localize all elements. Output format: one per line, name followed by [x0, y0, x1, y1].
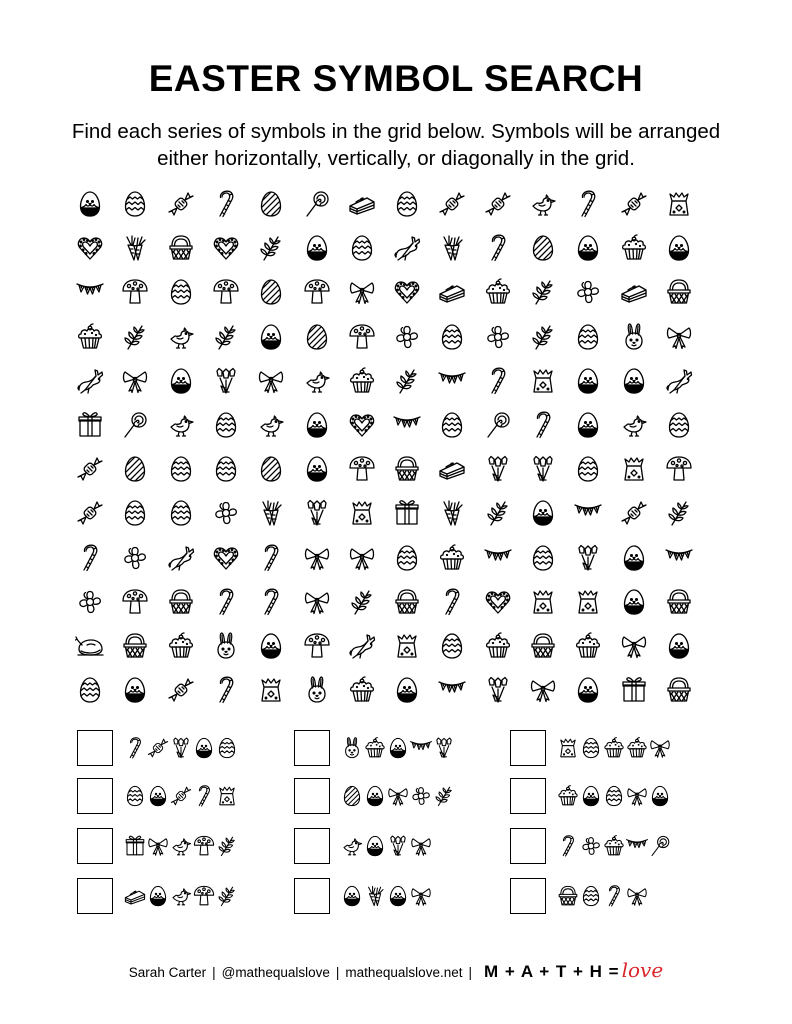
- egg-chick-icon[interactable]: [570, 407, 606, 443]
- bunting-icon[interactable]: [434, 363, 470, 399]
- tulips-icon[interactable]: [480, 451, 516, 487]
- instructions-text: Find each series of symbols in the grid below. Symbols will be arranged either horizontally, vertically, or diagonally in the grid.: [71, 120, 721, 170]
- egg-chick-icon[interactable]: [72, 186, 108, 222]
- egg-chick-icon: [648, 783, 672, 809]
- tulips-icon[interactable]: [525, 451, 561, 487]
- candy-cane-icon: [192, 783, 216, 809]
- candy-cane-icon[interactable]: [434, 584, 470, 620]
- candy-icon[interactable]: [616, 495, 652, 531]
- cake-slice-icon: [123, 883, 147, 909]
- lollipop-icon[interactable]: [117, 407, 153, 443]
- symbol-sequence: [123, 883, 238, 909]
- candy-cane-icon[interactable]: [208, 672, 244, 708]
- footer-author: Sarah Carter: [128, 965, 207, 980]
- cupcake-icon[interactable]: [434, 540, 470, 576]
- egg-zigzag-icon[interactable]: [163, 451, 199, 487]
- bow-icon[interactable]: [253, 363, 289, 399]
- roast-chicken-icon[interactable]: [72, 628, 108, 664]
- bow-icon[interactable]: [661, 319, 697, 355]
- symbol-sequence: [340, 783, 455, 809]
- cupcake-icon[interactable]: [72, 319, 108, 355]
- cupcake-icon: [602, 735, 626, 761]
- egg-chick-icon[interactable]: [616, 584, 652, 620]
- tulips-icon: [432, 735, 456, 761]
- answer-checkbox[interactable]: [294, 778, 330, 814]
- egg-zigzag-icon[interactable]: [208, 451, 244, 487]
- candy-icon[interactable]: [616, 186, 652, 222]
- lollipop-icon[interactable]: [480, 407, 516, 443]
- egg-chick-icon: [146, 883, 170, 909]
- mushroom-icon[interactable]: [344, 451, 380, 487]
- bunny-face-icon: [340, 735, 364, 761]
- leaves-icon[interactable]: [480, 495, 516, 531]
- bunting-icon[interactable]: [661, 540, 697, 576]
- candy-cane-icon[interactable]: [253, 584, 289, 620]
- chick-icon: [169, 883, 193, 909]
- carrots-icon[interactable]: [434, 230, 470, 266]
- symbol-sequence: [123, 833, 238, 859]
- answer-checkbox[interactable]: [77, 878, 113, 914]
- bow-icon: [409, 833, 433, 859]
- egg-chick-icon: [386, 735, 410, 761]
- candy-icon[interactable]: [163, 186, 199, 222]
- basket-icon[interactable]: [661, 274, 697, 310]
- candy-bag-icon[interactable]: [344, 495, 380, 531]
- egg-stripes-icon: [340, 783, 364, 809]
- bunting-icon: [625, 833, 649, 859]
- egg-zigzag-icon: [579, 883, 603, 909]
- mushroom-icon[interactable]: [299, 274, 335, 310]
- footer: [0, 958, 792, 982]
- bunting-icon: [409, 735, 433, 761]
- tulips-icon: [169, 735, 193, 761]
- footer-site: mathequalslove.net: [345, 965, 463, 980]
- cupcake-icon: [625, 735, 649, 761]
- egg-chick-icon[interactable]: [661, 628, 697, 664]
- gift-box-icon: [123, 833, 147, 859]
- symbol-sequence: [340, 735, 455, 761]
- cupcake-icon: [363, 735, 387, 761]
- candy-bag-icon[interactable]: [525, 363, 561, 399]
- mushroom-icon[interactable]: [117, 584, 153, 620]
- flower-icon[interactable]: [117, 540, 153, 576]
- candy-bag-icon[interactable]: [661, 186, 697, 222]
- candy-icon[interactable]: [434, 186, 470, 222]
- lollipop-icon: [648, 833, 672, 859]
- cupcake-icon[interactable]: [480, 628, 516, 664]
- egg-zigzag-icon[interactable]: [389, 186, 425, 222]
- bow-icon[interactable]: [344, 540, 380, 576]
- egg-stripes-icon[interactable]: [253, 274, 289, 310]
- chick-icon: [340, 833, 364, 859]
- candy-cane-icon: [123, 735, 147, 761]
- egg-chick-icon[interactable]: [299, 407, 335, 443]
- egg-chick-icon: [146, 783, 170, 809]
- cake-slice-icon[interactable]: [616, 274, 652, 310]
- leaves-icon[interactable]: [253, 230, 289, 266]
- candy-icon: [146, 735, 170, 761]
- leaves-icon: [215, 883, 239, 909]
- lollipop-icon[interactable]: [299, 186, 335, 222]
- bunny-jumping-icon[interactable]: [344, 628, 380, 664]
- candy-cane-icon[interactable]: [208, 584, 244, 620]
- candy-bag-icon[interactable]: [570, 584, 606, 620]
- egg-zigzag-icon[interactable]: [117, 186, 153, 222]
- mushroom-icon[interactable]: [661, 451, 697, 487]
- bow-icon[interactable]: [616, 628, 652, 664]
- symbol-sequence: [340, 833, 432, 859]
- egg-zigzag-icon[interactable]: [117, 495, 153, 531]
- candy-cane-icon[interactable]: [570, 186, 606, 222]
- symbol-sequence: [556, 833, 671, 859]
- egg-chick-icon[interactable]: [389, 672, 425, 708]
- bunny-face-icon[interactable]: [616, 319, 652, 355]
- egg-zigzag-icon[interactable]: [163, 274, 199, 310]
- gift-box-icon[interactable]: [389, 495, 425, 531]
- cupcake-icon: [602, 833, 626, 859]
- candy-icon[interactable]: [72, 495, 108, 531]
- answer-checkbox[interactable]: [510, 730, 546, 766]
- cake-slice-icon[interactable]: [434, 451, 470, 487]
- basket-icon[interactable]: [389, 451, 425, 487]
- candy-cane-icon[interactable]: [253, 540, 289, 576]
- flower-icon[interactable]: [570, 274, 606, 310]
- bunny-jumping-icon[interactable]: [72, 363, 108, 399]
- egg-zigzag-icon[interactable]: [389, 540, 425, 576]
- bunting-icon[interactable]: [72, 274, 108, 310]
- basket-icon[interactable]: [525, 628, 561, 664]
- egg-chick-icon[interactable]: [661, 230, 697, 266]
- bow-icon[interactable]: [299, 584, 335, 620]
- cupcake-icon[interactable]: [570, 628, 606, 664]
- answer-checkbox[interactable]: [510, 828, 546, 864]
- bow-icon: [625, 783, 649, 809]
- candy-cane-icon[interactable]: [480, 363, 516, 399]
- egg-zigzag-icon[interactable]: [434, 407, 470, 443]
- egg-chick-icon[interactable]: [299, 230, 335, 266]
- flower-icon: [409, 783, 433, 809]
- mushroom-icon[interactable]: [117, 274, 153, 310]
- egg-chick-icon[interactable]: [253, 628, 289, 664]
- candy-bag-icon: [556, 735, 580, 761]
- basket-icon[interactable]: [389, 584, 425, 620]
- bunting-icon[interactable]: [434, 672, 470, 708]
- tulips-icon[interactable]: [480, 672, 516, 708]
- bunting-icon[interactable]: [389, 407, 425, 443]
- candy-icon[interactable]: [163, 672, 199, 708]
- flower-icon[interactable]: [208, 495, 244, 531]
- candy-icon[interactable]: [480, 186, 516, 222]
- basket-icon: [556, 883, 580, 909]
- heart-wreath-icon[interactable]: [208, 540, 244, 576]
- bunny-jumping-icon[interactable]: [661, 363, 697, 399]
- egg-zigzag-icon[interactable]: [570, 451, 606, 487]
- egg-chick-icon[interactable]: [616, 540, 652, 576]
- footer-separator: |: [212, 965, 216, 980]
- bunny-face-icon[interactable]: [208, 628, 244, 664]
- heart-wreath-icon[interactable]: [344, 407, 380, 443]
- candy-cane-icon[interactable]: [72, 540, 108, 576]
- bunny-face-icon[interactable]: [299, 672, 335, 708]
- cupcake-icon[interactable]: [163, 628, 199, 664]
- egg-chick-icon[interactable]: [163, 363, 199, 399]
- symbol-sequence: [123, 783, 238, 809]
- egg-stripes-icon[interactable]: [299, 319, 335, 355]
- bunny-jumping-icon[interactable]: [163, 540, 199, 576]
- egg-chick-icon: [579, 783, 603, 809]
- mushroom-icon[interactable]: [299, 628, 335, 664]
- egg-chick-icon: [363, 833, 387, 859]
- symbol-sequence: [556, 735, 671, 761]
- egg-chick-icon[interactable]: [117, 672, 153, 708]
- footer-love-logo: love: [621, 958, 664, 982]
- egg-chick-icon[interactable]: [299, 451, 335, 487]
- tulips-icon[interactable]: [570, 540, 606, 576]
- egg-zigzag-icon[interactable]: [72, 672, 108, 708]
- candy-icon: [169, 783, 193, 809]
- cupcake-icon[interactable]: [344, 363, 380, 399]
- egg-chick-icon: [386, 883, 410, 909]
- symbol-sequence: [123, 735, 238, 761]
- egg-chick-icon: [340, 883, 364, 909]
- answer-checkbox[interactable]: [77, 778, 113, 814]
- candy-bag-icon[interactable]: [253, 672, 289, 708]
- egg-zigzag-icon: [123, 783, 147, 809]
- answer-checkbox[interactable]: [294, 878, 330, 914]
- candy-cane-icon[interactable]: [208, 186, 244, 222]
- leaves-icon: [215, 833, 239, 859]
- egg-chick-icon[interactable]: [253, 319, 289, 355]
- bunny-jumping-icon[interactable]: [389, 230, 425, 266]
- gift-box-icon[interactable]: [72, 407, 108, 443]
- egg-zigzag-icon[interactable]: [661, 407, 697, 443]
- bunting-icon[interactable]: [480, 540, 516, 576]
- symbol-sequence: [340, 883, 432, 909]
- tulips-icon[interactable]: [208, 363, 244, 399]
- basket-icon[interactable]: [163, 584, 199, 620]
- leaves-icon[interactable]: [389, 363, 425, 399]
- answer-checkbox[interactable]: [510, 878, 546, 914]
- mushroom-icon[interactable]: [208, 274, 244, 310]
- bow-icon: [409, 883, 433, 909]
- basket-icon[interactable]: [661, 584, 697, 620]
- candy-bag-icon: [215, 783, 239, 809]
- bow-icon[interactable]: [299, 540, 335, 576]
- leaves-icon[interactable]: [661, 495, 697, 531]
- egg-zigzag-icon[interactable]: [570, 319, 606, 355]
- bow-icon: [386, 783, 410, 809]
- egg-chick-icon[interactable]: [570, 230, 606, 266]
- egg-chick-icon[interactable]: [570, 363, 606, 399]
- chick-icon[interactable]: [163, 319, 199, 355]
- egg-stripes-icon[interactable]: [253, 451, 289, 487]
- egg-zigzag-icon[interactable]: [208, 407, 244, 443]
- cupcake-icon[interactable]: [344, 672, 380, 708]
- carrots-icon[interactable]: [434, 495, 470, 531]
- chick-icon[interactable]: [253, 407, 289, 443]
- basket-icon[interactable]: [117, 628, 153, 664]
- carrots-icon[interactable]: [253, 495, 289, 531]
- leaves-icon[interactable]: [525, 319, 561, 355]
- candy-cane-icon[interactable]: [525, 407, 561, 443]
- answer-checkbox[interactable]: [77, 828, 113, 864]
- footer-math-logo: M + A + T + H =: [483, 962, 620, 981]
- egg-chick-icon[interactable]: [616, 363, 652, 399]
- egg-zigzag-icon[interactable]: [434, 319, 470, 355]
- tulips-icon[interactable]: [299, 495, 335, 531]
- cake-slice-icon[interactable]: [434, 274, 470, 310]
- footer-separator: |: [335, 965, 340, 980]
- bow-icon[interactable]: [525, 672, 561, 708]
- answer-checkbox[interactable]: [510, 778, 546, 814]
- candy-bag-icon[interactable]: [389, 628, 425, 664]
- egg-zigzag-icon[interactable]: [525, 540, 561, 576]
- egg-zigzag-icon[interactable]: [344, 230, 380, 266]
- symbol-grid: [72, 186, 720, 700]
- candy-bag-icon[interactable]: [525, 584, 561, 620]
- heart-wreath-icon[interactable]: [480, 584, 516, 620]
- footer-separator: |: [468, 965, 472, 980]
- bow-icon[interactable]: [344, 274, 380, 310]
- basket-icon[interactable]: [661, 672, 697, 708]
- mushroom-icon[interactable]: [344, 319, 380, 355]
- answer-checkbox[interactable]: [77, 730, 113, 766]
- candy-cane-icon: [602, 883, 626, 909]
- leaves-icon: [432, 783, 456, 809]
- carrots-icon[interactable]: [117, 230, 153, 266]
- egg-chick-icon: [363, 783, 387, 809]
- leaves-icon[interactable]: [525, 274, 561, 310]
- egg-zigzag-icon: [215, 735, 239, 761]
- bow-icon[interactable]: [117, 363, 153, 399]
- egg-zigzag-icon[interactable]: [434, 628, 470, 664]
- leaves-icon[interactable]: [208, 319, 244, 355]
- bunting-icon[interactable]: [570, 495, 606, 531]
- candy-cane-icon[interactable]: [480, 230, 516, 266]
- heart-wreath-icon[interactable]: [208, 230, 244, 266]
- candy-cane-icon: [556, 833, 580, 859]
- page-title: EASTER SYMBOL SEARCH: [148, 58, 644, 99]
- heart-wreath-icon[interactable]: [389, 274, 425, 310]
- basket-icon[interactable]: [163, 230, 199, 266]
- tulips-icon: [386, 833, 410, 859]
- answer-checkbox[interactable]: [294, 828, 330, 864]
- leaves-icon[interactable]: [344, 584, 380, 620]
- symbol-sequence: [556, 883, 648, 909]
- flower-icon[interactable]: [480, 319, 516, 355]
- flower-icon[interactable]: [72, 584, 108, 620]
- chick-icon[interactable]: [525, 186, 561, 222]
- symbol-sequence: [556, 783, 671, 809]
- footer-handle: @mathequalslove: [221, 965, 330, 980]
- bow-icon: [625, 883, 649, 909]
- egg-zigzag-icon[interactable]: [163, 495, 199, 531]
- candy-icon[interactable]: [72, 451, 108, 487]
- carrots-icon: [363, 883, 387, 909]
- cupcake-icon[interactable]: [480, 274, 516, 310]
- egg-zigzag-icon: [579, 735, 603, 761]
- chick-icon: [169, 833, 193, 859]
- mushroom-icon: [192, 833, 216, 859]
- candy-bag-icon[interactable]: [616, 451, 652, 487]
- flower-icon[interactable]: [389, 319, 425, 355]
- answer-checkbox[interactable]: [294, 730, 330, 766]
- bow-icon: [648, 735, 672, 761]
- chick-icon[interactable]: [163, 407, 199, 443]
- gift-box-icon[interactable]: [616, 672, 652, 708]
- flower-icon: [579, 833, 603, 859]
- heart-wreath-icon[interactable]: [72, 230, 108, 266]
- egg-stripes-icon[interactable]: [253, 186, 289, 222]
- mushroom-icon: [192, 883, 216, 909]
- egg-zigzag-icon: [602, 783, 626, 809]
- egg-stripes-icon[interactable]: [525, 230, 561, 266]
- egg-stripes-icon[interactable]: [117, 451, 153, 487]
- egg-chick-icon[interactable]: [525, 495, 561, 531]
- egg-chick-icon: [192, 735, 216, 761]
- bow-icon: [146, 833, 170, 859]
- chick-icon[interactable]: [299, 363, 335, 399]
- leaves-icon[interactable]: [117, 319, 153, 355]
- egg-chick-icon[interactable]: [570, 672, 606, 708]
- chick-icon[interactable]: [616, 407, 652, 443]
- cupcake-icon[interactable]: [616, 230, 652, 266]
- cake-slice-icon[interactable]: [344, 186, 380, 222]
- cupcake-icon: [556, 783, 580, 809]
